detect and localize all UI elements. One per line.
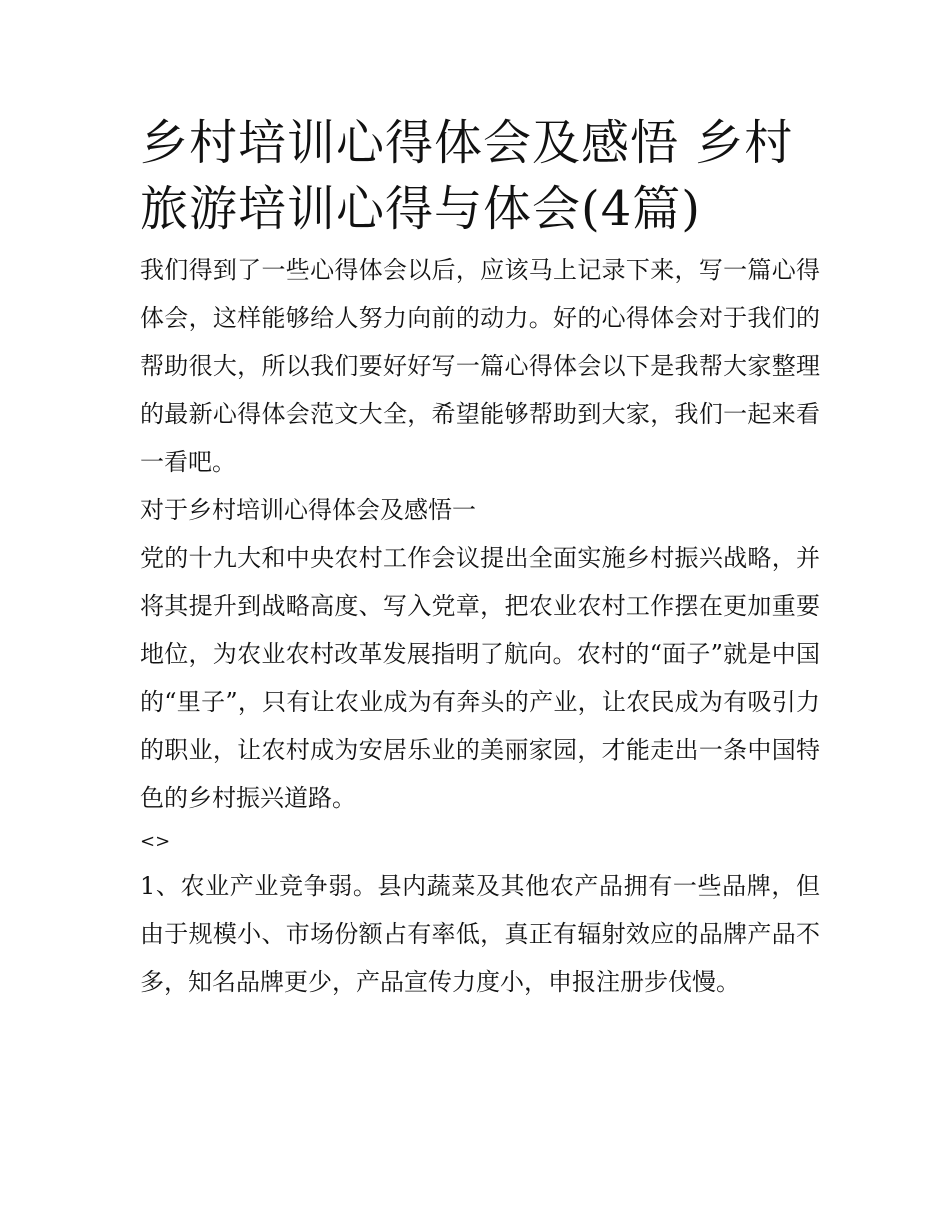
section-heading: 对于乡村培训心得体会及感悟一 [140, 496, 476, 524]
section-paragraph: 党的十九大和中央农村工作会议提出全面实施乡村振兴战略，并将其提升到战略高度、写入党章，把农业农村工作摆在更加重要地位，为农业农村改革发展指明了航向。农村的“面子”就是中国的“里子”，只有让农业成为有奔头的产业，让农民成为有吸引力的职业，让农村成为安居乐业的美丽家园，才能走出一条中国特色的乡村振兴道路。 [140, 544, 820, 812]
marker-text: <> [140, 831, 171, 852]
intro-paragraph: 我们得到了一些心得体会以后，应该马上记录下来，写一篇心得体会，这样能够给人努力向前的动力。好的心得体会对于我们的帮助很大，所以我们要好好写一篇心得体会以下是我帮大家整理的最新心得体会范文大全，希望能够帮助到大家，我们一起来看一看吧。 [140, 256, 820, 476]
document-page [140, 110, 820, 1006]
document-title: 乡村培训心得体会及感悟 乡村旅游培训心得与体会(4篇) [140, 115, 794, 237]
point-1-paragraph: 1、农业产业竞争弱。县内蔬菜及其他农产品拥有一些品牌，但由于规模小、市场份额占有率低，真正有辐射效应的品牌产品不多，知名品牌更少，产品宣传力度小，申报注册步伐慢。 [140, 872, 820, 996]
